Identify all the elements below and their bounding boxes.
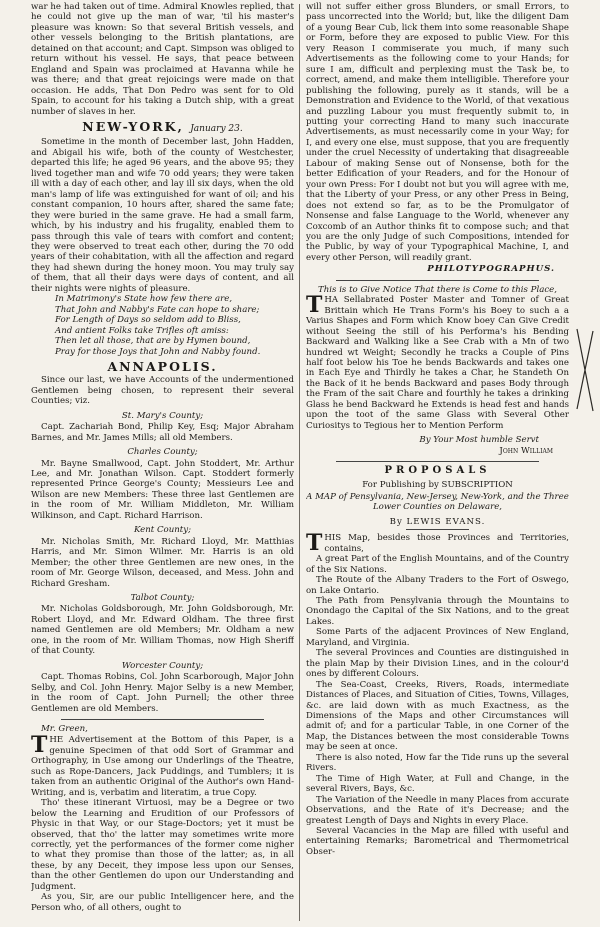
- map-item: A great Part of the English Mountains, and of the Country of the Six Nations.: [306, 554, 569, 575]
- map-item: The Route of the Albany Traders to the Fort of Oswego, on Lake Ontario.: [306, 575, 569, 596]
- handwritten-mark: [574, 325, 596, 415]
- map-item: The several Provinces and Counties are distinguished in the plain Map by their Division Lines, and in the colour'd ones by different Colours.: [306, 648, 569, 680]
- map-item: The Time of High Water, at Full and Change, in the several Rivers, Bays, &c.: [306, 773, 569, 795]
- poem: [31, 294, 294, 357]
- map-item: The Variation of the Needle in many Places from accurate Observations, and the Rate of it's Decrease; and the greatest Length of Days and Nights in every Place.: [306, 794, 569, 826]
- advertisement-lead: This is to Give Notice That there is Come to this Place,: [318, 284, 557, 295]
- section-rule: [406, 529, 469, 530]
- letter-signature: PHILOTYPOGRAPHUS.: [427, 264, 555, 275]
- county-heading: Charles County;: [127, 447, 198, 458]
- map-title: A MAP of Pensylvania, New-Jersey, New-York, and the Three Lower Counties on Delaware,: [306, 491, 569, 513]
- county-members: Capt. Thomas Robins, Col. John Scarborough, Major John Selby, and Col. John Henry. Major Selby is a new Member, in the room of Capt. John Purnell; the other three Gentlemen are old Members.: [31, 672, 294, 714]
- poem-line: And antient Folks take Trifles oft amiss:: [55, 325, 229, 336]
- county-members: Mr. Nicholas Smith, Mr. Richard Lloyd, Mr. Matthias Harris, and Mr. Simon Wilmer. Mr. Harris is an old Member; the other three Gentlemen are new ones, in the room of Mr. George Wilson, deceased, and Mess. John and Richard Gresham.: [31, 536, 294, 589]
- annapolis-heading: ANNAPOLIS.: [107, 358, 218, 374]
- new-york-heading: NEW-YORK, January 23.: [82, 118, 243, 134]
- poem-line: That John and Nabby's Fate can hope to share;: [55, 304, 260, 315]
- county-heading: Worcester County;: [121, 660, 204, 671]
- poem-line: Pray for those Joys that John and Nabby found.: [55, 346, 261, 357]
- havanna-report: war he had taken out of time. Admiral Knowles replied, that he could not give up the man of war, 'til his master's pleasure was known: So that several British vessels, and other vessels belonging to the British plantations, are detained on that account; and Capt. Simpson was obliged to return without his vessel. He says, that peace between England and Spain was proclaimed at Havanna while he was there; and that great rejoicings were made on that occasion. He adds, That Don Pedro was sent for to Old Spain, to account for his taking a Dutch ship, with a great number of slaves in her.: [31, 2, 294, 117]
- map-intro: THIS Map, besides those Provinces and Territories, contains,: [306, 530, 569, 557]
- county-members: Mr. Nicholas Goldsborough, Mr. John Goldsborough, Mr. Robert Lloyd, and Mr. Edward Oldham. The three first named Gentlemen are old Members; Mr. Oldham a new one, in the room of Mr. William Thomas, now High Sheriff of that County.: [31, 604, 294, 657]
- right-column: [306, 2, 569, 923]
- letter-paragraph: THE Advertisement at the Bottom of this Paper, is a genuine Specimen of that odd Sort of Grammar and Orthography, in Use among our Underlings of the Theatre, such as Rope-Dancers, Jack Puddings, and Tumblers; it is taken from an authentic Original of the Author's own Hand-Writing, and is, verbatim and literatim, a true Copy.: [31, 732, 294, 798]
- county-members: Mr. Bayne Smallwood, Capt. John Stoddert, Mr. Arthur Lee, and Mr. Jonathan Wilson. Capt. Stoddert formerly represented Prince George's County; Messieurs Lee and Wilson are new Members: These three last Gentlemen are in the room of Mr. William Middleton, Mr. William Wilkinson, and Capt. Richard Harrison.: [31, 458, 294, 521]
- section-rule: [336, 461, 539, 462]
- drop-cap: T: [306, 530, 323, 557]
- letter-continuation: will not suffer either gross Blunders, or small Errors, to pass uncorrected into the World; but, like the diligent Dam of a young Bear Cub, lick them into some reasonable Shape or Form, before they are exposed to public View. For this very Reason I commiserate you much, if many such Advertisements as the following come to your Hands; for sure I am, difficult and perplexing must the Task be, to correct, amend, and make them intelligible. Therefore your publishing the following, purely as it stands, will be a Demonstration and Evidence to the World, of that vexatious and puzzling Labour you must frequently submit to, in putting your correcting Hand to many such inaccurate Advertisements, as must necessarily come in your Way; for I, and every one else, must suppose, that you are frequently under the cruel Necessity of undertaking that disagreeable Labour of making Sense out of Nonsense, both for the better Edification of your Readers, and for the Honour of your own Press: For I doubt not but you will agree with me, that the Liberty of your Press, or any other Press in Being, does not extend so far, as to be the Promulgator of Nonsense and false Language to the World, whenever any Coxcomb of an Author thinks fit to compose such; and that you are the only Judge of such Compositions, intended for the Public, by way of your Typographical Machine, I, and every other Person, will readily grant.: [306, 2, 569, 263]
- map-author: By LEWIS EVANS.: [389, 516, 486, 527]
- section-rule: [336, 280, 539, 281]
- county-heading: St. Mary's County;: [121, 410, 204, 421]
- county-members: Capt. Zachariah Bond, Philip Key, Esq; Major Abraham Barnes, and Mr. James Mills; all old Members.: [31, 422, 294, 443]
- map-item: The Path from Pensylvania through the Mountains to Onondago the Capital of the Six Nations, and to the great Lakes.: [306, 596, 569, 627]
- letter-paragraph: As you, Sir, are our public Intelligencer here, and the Person who, of all others, ought to: [31, 892, 294, 913]
- proposals-subheading: For Publishing by SUBSCRIPTION: [362, 480, 513, 491]
- left-column: [31, 2, 294, 923]
- poem-line: Then let all those, that are by Hymen bound,: [55, 336, 251, 347]
- map-item: Some Parts of the adjacent Provinces of New England, Maryland, and Virginia.: [306, 627, 569, 648]
- poem-line: For Length of Days so seldom add to Bliss,: [55, 315, 241, 326]
- map-item: Several Vacancies in the Map are filled with useful and entertaining Remarks; Barometrical and Thermometrical Obser-: [306, 825, 569, 857]
- letter-salutation: Mr. Green,: [41, 724, 88, 734]
- column-divider: [299, 4, 300, 921]
- drop-cap: T: [306, 292, 323, 319]
- county-heading: Kent County;: [133, 525, 192, 536]
- new-york-date: January 23.: [190, 123, 243, 134]
- map-item: The Sea-Coast, Creeks, Rivers, Roads, intermediate Distances of Places, and Situation of Cities, Towns, Villages, &c. are laid down with as much Exactness, as the Dimensions of the Maps and other Circumstances will admit of; and for a particular Table, in one Corner of the Map, the Distances between the most considerable Towns may be seen at once.: [306, 679, 569, 753]
- poem-line: In Matrimony's State how few there are,: [55, 294, 233, 305]
- letter-paragraph: Tho' these itinerant Virtuosi, may be a Degree or two below the Learning and Erudition of our Professors of Physic in that Way, or our Stage-Doctors; yet it must be observed, that tho' the latter may sometimes write more correctly, yet the performances of the former come nigher to what they promise than those of the latter; as, in all these, by any Deceit, they impose less upon our Senses, than the other Gentlemen do upon our Understanding and Judgment.: [31, 798, 294, 892]
- advertisement-body: THA Sellabrated Poster Master and Tomner of Great Brittain which He Trans Form's his Boey to such a a Varius Shapes and Form which Know boey Can Give Credit without Seeing the still of his Performa's his Bending Backward and Walking like a See Crab with a Mn of two hundred wt Weight; Secondly he tracks a Couple of Pins half foot below his Toe he bends Backwards and takes one in Each Eye and Thirdly he takes a Char, he Standeth On the Back of it he bends Backward and pases Body through the Fram of the sait Chare and fourthly he takes a drinking Glass he bend Backward he Extends is head fest and hands upon the toot of the same Glass with Several Other Curiositys to Tegious her to Mention Perform: [306, 292, 569, 431]
- section-rule: [61, 719, 264, 720]
- drop-cap: T: [31, 732, 48, 759]
- new-york-report: Sometime in the month of December last, John Hadden, and Abigail his wife, both of the county of Westchester, departed this life; he aged 96 years, and the above 95; they lived together man and wife 70 odd years; they were taken ill with a day of each other, and lay ill six days, when the old man's lamp of life was extinguished for want of oil; and his constant companion, 10 hours after, shared the same fate; they were buried in the same grave. He had a small farm, which, by his industry and his frugality, enabled them to pass through this vale of tears with comfort and content; they were observed to treat each other, during the 70 odd years of their cohabitation, with all the affection and regard they had shewn during the honey moon. You may truly say of them, that all their days were days of content, and all their nights were nights of pleasure.: [31, 137, 294, 294]
- proposals-heading: PROPOSALS: [384, 465, 491, 477]
- map-item: There is also noted, How far the Tide runs up the several Rivers.: [306, 752, 569, 774]
- annapolis-report: Since our last, we have Accounts of the undermentioned Gentlemen being chosen, to represent their several Counties; viz.: [31, 375, 294, 407]
- advertisement-signature: John William: [499, 445, 553, 456]
- advertisement-closing: By Your Most humble Servt: [419, 435, 539, 446]
- county-heading: Talbot County;: [130, 593, 195, 604]
